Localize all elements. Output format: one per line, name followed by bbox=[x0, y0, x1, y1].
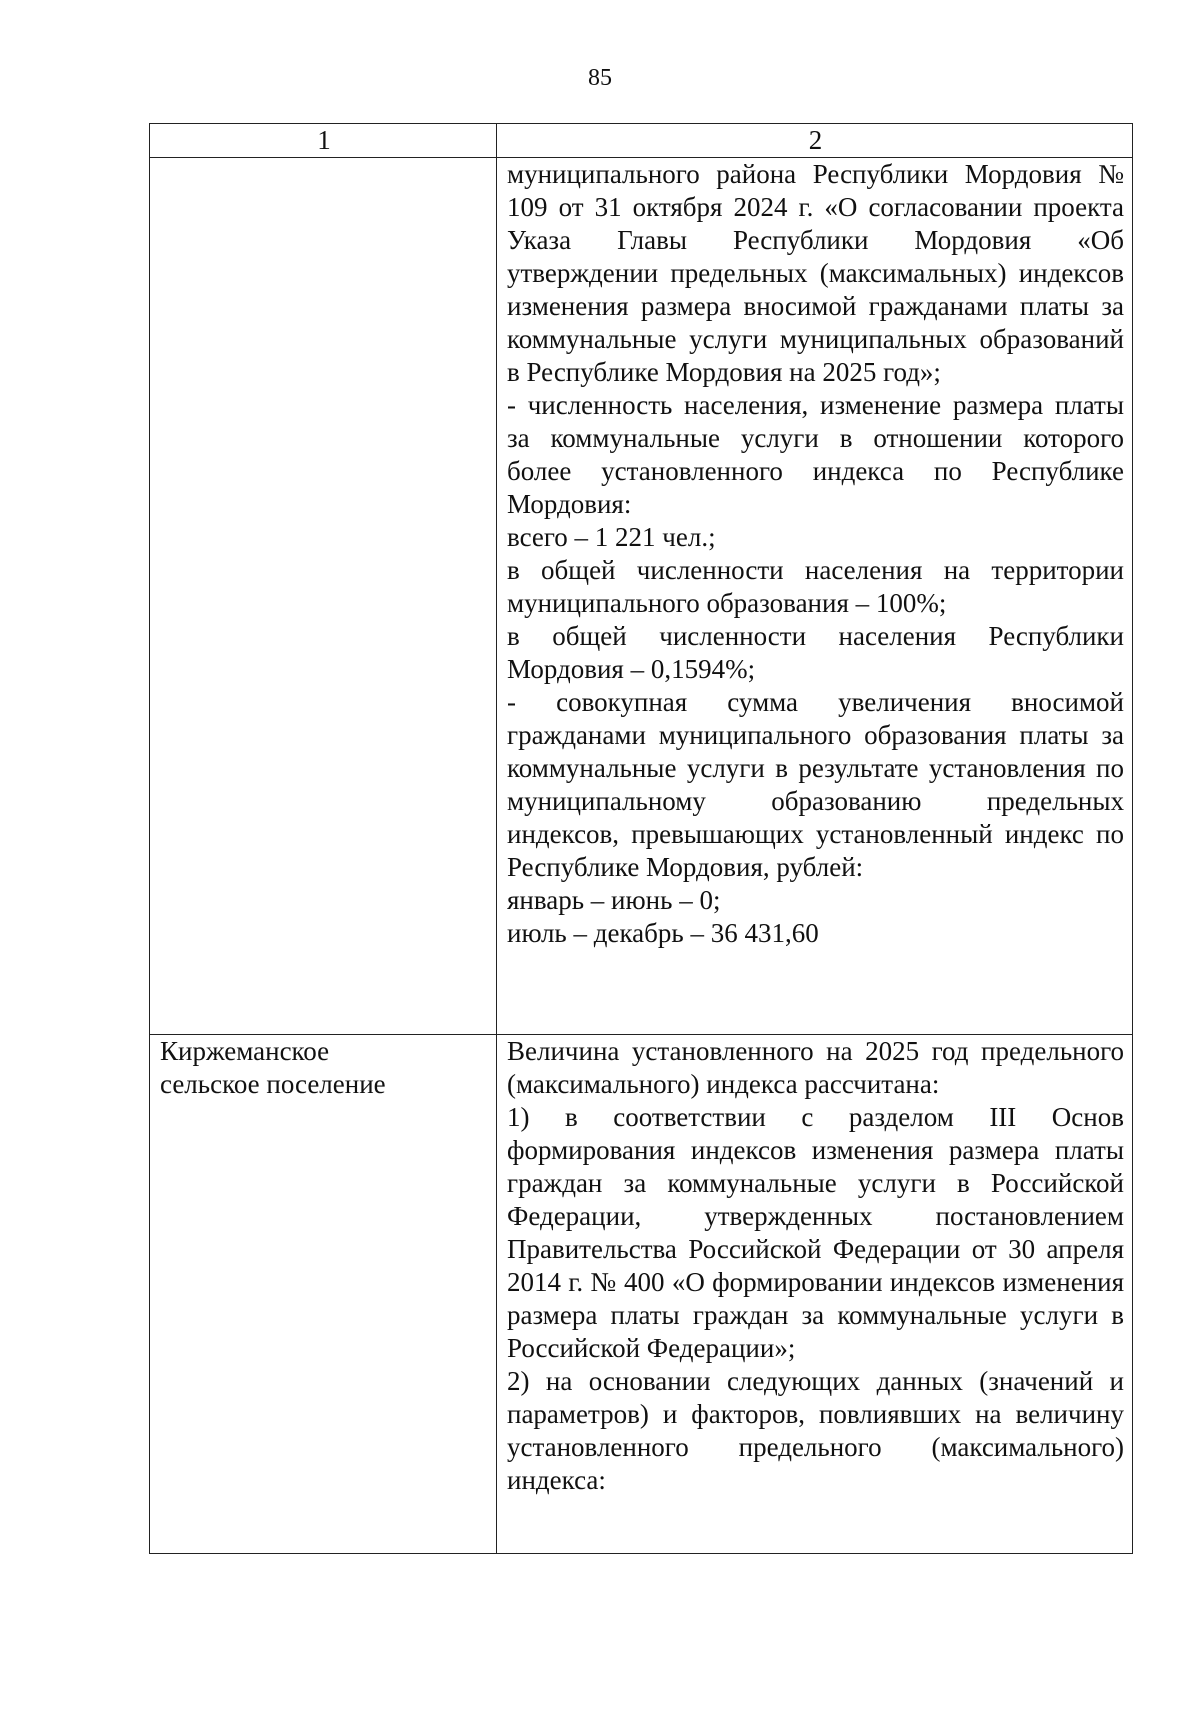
column-header-2: 2 bbox=[497, 124, 1133, 158]
column-header-1: 1 bbox=[150, 124, 497, 158]
table-row bbox=[150, 1035, 1133, 1554]
row-1-territory-cell bbox=[150, 158, 497, 1035]
paragraph: 1) в соответствии с разделом III Основ формирования индексов изменения размера платы граждан за коммунальные услуги в Российской Федерации, утвержденных постановлением Правительства Российской Федерации от 30 апреля 2014 г. № 400 «О формировании индексов изменения размера платы граждан за коммунальные услуги в Российской Федерации»; bbox=[507, 1102, 1124, 1363]
paragraph: муниципального района Республики Мордовия № 109 от 31 октября 2024 г. «О согласовании проекта Указа Главы Республики Мордовия «Об утверждении предельных (максимальных) индексов изменения размера вносимой гражданами платы за коммунальные услуги муниципальных образований в Республике Мордовия на 2025 год»; bbox=[507, 159, 1124, 387]
row-1-description-cell bbox=[497, 158, 1133, 1035]
paragraph: 2) на основании следующих данных (значений и параметров) и факторов, повлиявших на величину установленного предельного (максимального) индекса: bbox=[507, 1366, 1124, 1495]
paragraph: январь – июнь – 0; bbox=[507, 885, 721, 915]
paragraph: всего – 1 221 чел.; bbox=[507, 522, 716, 552]
paragraph: Величина установленного на 2025 год предельного (максимального) индекса рассчитана: bbox=[507, 1036, 1124, 1099]
table-row bbox=[150, 158, 1133, 1035]
document-table bbox=[149, 123, 1133, 1554]
paragraph: - совокупная сумма увеличения вносимой гражданами муниципального образования платы за коммунальные услуги в результате установления по муниципальному образованию предельных индексов, превышающих установленный индекс по Республике Мордовия, рублей: bbox=[507, 687, 1124, 882]
row-2-territory-cell bbox=[150, 1035, 497, 1554]
row-2-description-cell bbox=[497, 1035, 1133, 1554]
paragraph: - численность населения, изменение размера платы за коммунальные услуги в отношении которого более установленного индекса по Республике Мордовия: bbox=[507, 390, 1124, 519]
territory-name-line: сельское поселение bbox=[160, 1069, 386, 1099]
paragraph: в общей численности населения на территории муниципального образования – 100%; bbox=[507, 555, 1124, 618]
page-number: 85 bbox=[588, 65, 612, 91]
table-header-row bbox=[150, 124, 1133, 158]
territory-name-line: Киржеманское bbox=[160, 1036, 330, 1066]
paragraph: июль – декабрь – 36 431,60 bbox=[507, 918, 819, 948]
paragraph: в общей численности населения Республики Мордовия – 0,1594%; bbox=[507, 621, 1124, 684]
